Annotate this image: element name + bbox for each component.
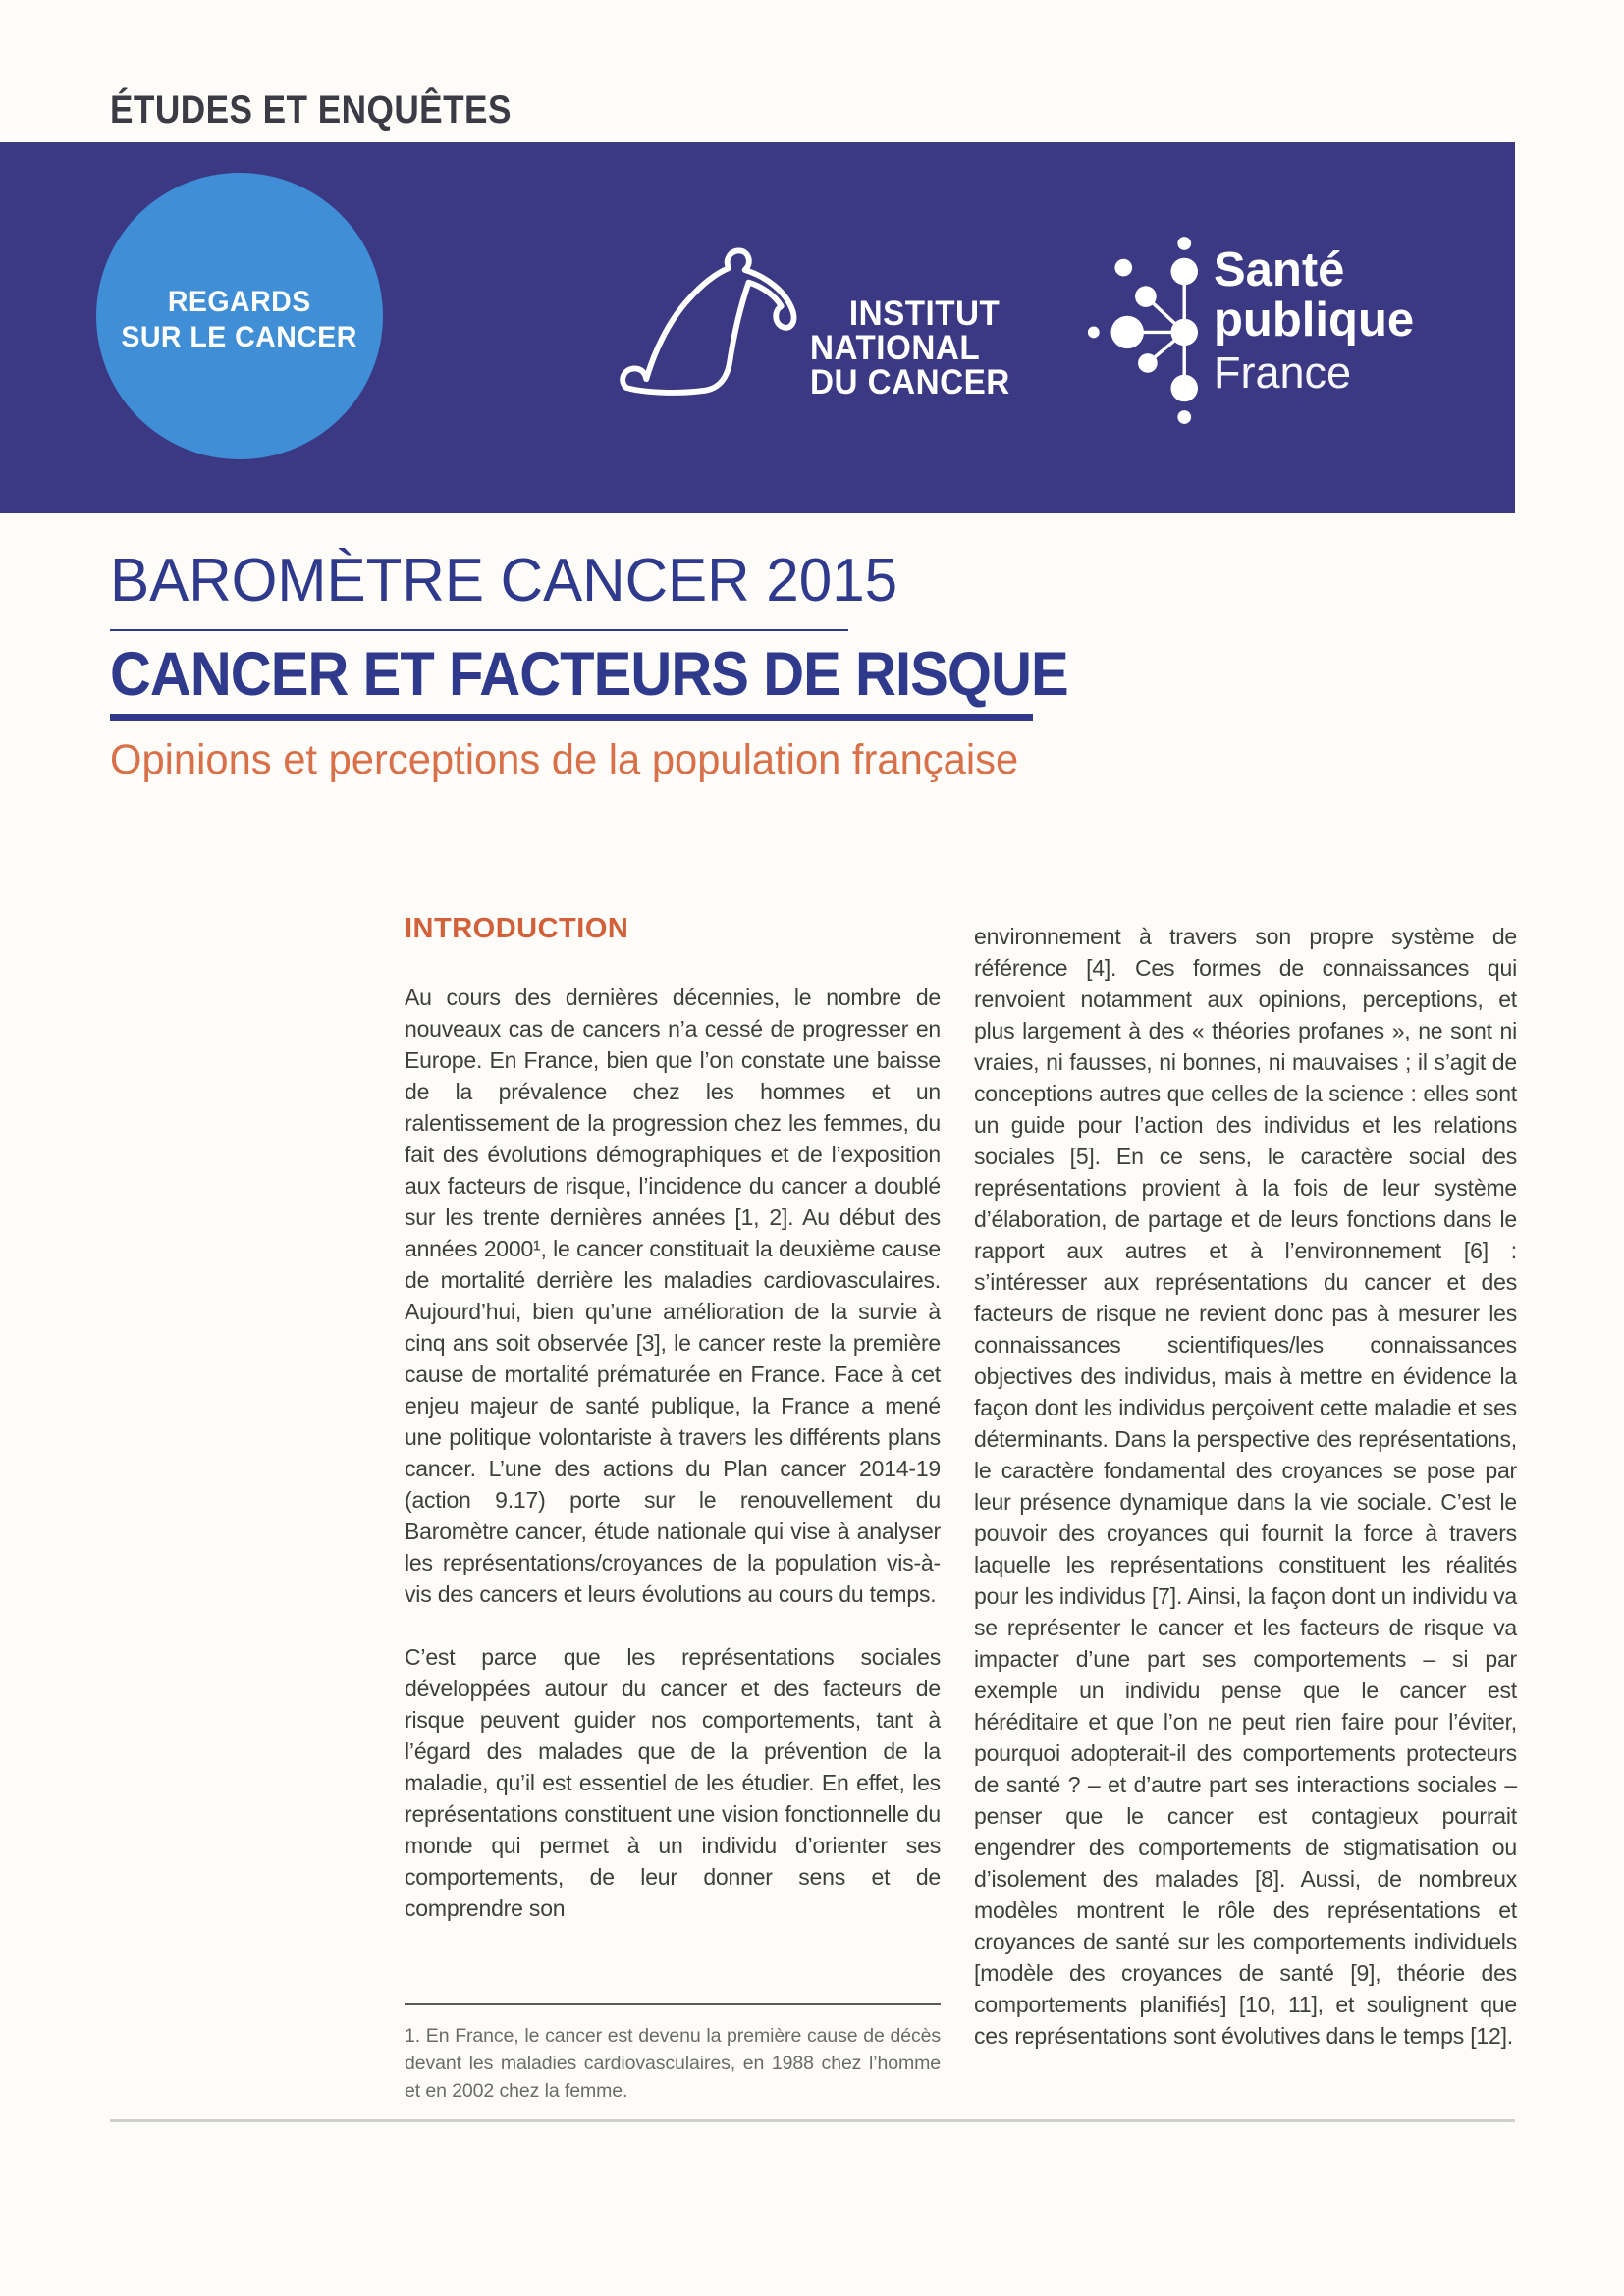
inca-logo-text — [810, 296, 1010, 413]
footnote-text: 1. En France, le cancer est devenu la première cause de décès devant les maladies cardiovasculaires, en 1988 chez l’homme et en 2002 chez la femme. — [405, 2025, 941, 2102]
sante-publique-france-logo — [1082, 228, 1414, 432]
collection-label: ÉTUDES ET ENQUÊTES — [110, 88, 512, 132]
intro-right-column — [974, 921, 1517, 2083]
inca-line-1: INSTITUT — [848, 294, 1001, 333]
inca-outline-drawing-icon — [617, 239, 808, 413]
main-title-underline — [110, 714, 1033, 721]
report-main-title: CANCER ET FACTEURS DE RISQUE — [110, 640, 1068, 709]
dots-network-icon — [1082, 228, 1198, 432]
regards-sur-le-cancer-badge — [96, 173, 383, 459]
introduction-heading: INTRODUCTION — [405, 913, 629, 944]
badge-line-2: SUR LE CANCER — [121, 321, 358, 353]
spf-line-3: France — [1214, 347, 1352, 398]
intro-paragraph: Au cours des dernières décennies, le nombre de nouveaux cas de cancers n’a cessé de progresser en Europe. En France, bien que l’on constate une baisse de la prévalence chez les hommes et un ralentissement de la progression chez les femmes, du fait des évolutions démographiques et de l’exposition aux facteurs de risque, l’incidence du cancer a doublé sur les trente dernières années [1, 2]. Au début des années 2000¹, le cancer constituait la deuxième cause de mortalité derrière les maladies cardiovasculaires. Aujourd’hui, bien qu’une amélioration de la survie à cinq ans soit observée [3], le cancer reste la première cause de mortalité prématurée en France. Face à cet enjeu majeur de santé publique, la France a mené une politique volontariste à travers les différents plans cancer. L’une des actions du Plan cancer 2014-19 (action 9.17) porte sur le renouvellement du Baromètre cancer, étude nationale qui vise à analyser les représentations/croyances de la population vis-à-vis des cancers et leurs évolutions au cours du temps. — [405, 985, 941, 1607]
spf-line-1: Santé — [1214, 243, 1345, 296]
intro-paragraph: C’est parce que les représentations sociales développées autour du cancer et des facteurs de risque peuvent guider nos comportements, tant à l’égard des malades que de la prévention de la maladie, qu’il est essentiel de les étudier. En effet, les représentations constituent une vision fonctionnelle du monde qui permet à un individu d’orienter ses comportements, de leur donner sens et de comprendre son — [405, 1644, 941, 1921]
spf-line-2: publique — [1214, 294, 1415, 347]
kicker-underline — [110, 629, 848, 631]
badge-line-1: REGARDS — [168, 286, 311, 318]
intro-left-column — [405, 982, 941, 1955]
spf-logo-text — [1214, 228, 1414, 400]
inca-line-3: DU CANCER — [810, 363, 1010, 401]
inca-logo — [617, 239, 1021, 413]
banner — [0, 142, 1515, 513]
footnote-divider — [405, 2003, 941, 2005]
page-bottom-divider — [110, 2119, 1515, 2122]
report-subtitle: Opinions et perceptions de la population française — [110, 736, 1019, 783]
report-series-title: BAROMÈTRE CANCER 2015 — [110, 547, 898, 614]
inca-line-2: NATIONAL — [810, 329, 981, 367]
intro-paragraph: environnement à travers son propre système de référence [4]. Ces formes de connaissances qui renvoient notamment aux opinions, perceptions, et plus largement à des « théories profanes », ne sont ni vraies, ni fausses, ni bonnes, ni mauvaises ; il s’agit de conceptions autres que celles de la science : elles sont un guide pour l’action des individus et les relations sociales [5]. En ce sens, le caractère social des représentations provient à la fois de leur système d’élaboration, de partage et de leurs fonctions dans le rapport aux autres et à l’environnement [6] : s’intéresser aux représentations du cancer et des facteurs de risque ne revient donc pas à mesurer les connaissances scientifiques/les connaissances objectives des individus, mais à mettre en évidence la façon dont les individus perçoivent cette maladie et ses déterminants. Dans la perspective des représentations, le caractère fondamental des croyances se pose par leur présence dynamique dans la vie sociale. C’est le pouvoir des croyances qui fournit la force à travers laquelle les représentations constituent les réalités pour les individus [7]. Ainsi, la façon dont un individu va se représenter le cancer et les facteurs de risque va impacter d’une part ses comportements – si par exemple un individu pense que le cancer est héréditaire et que l’on ne peut rien faire pour l’éviter, pourquoi adopterait-il des comportements protecteurs de santé ? – et d’autre part ses interactions sociales – penser que le cancer est contagieux pourrait engendrer des comportements de stigmatisation ou d’isolement des malades [8]. Aussi, de nombreux modèles montrent le rôle des représentations et croyances de santé sur les comportements individuels [modèle des croyances de santé [9], théorie des comportements planifiés] [10, 11], et soulignent que ces représentations sont évolutives dans le temps [12]. — [974, 924, 1517, 2049]
